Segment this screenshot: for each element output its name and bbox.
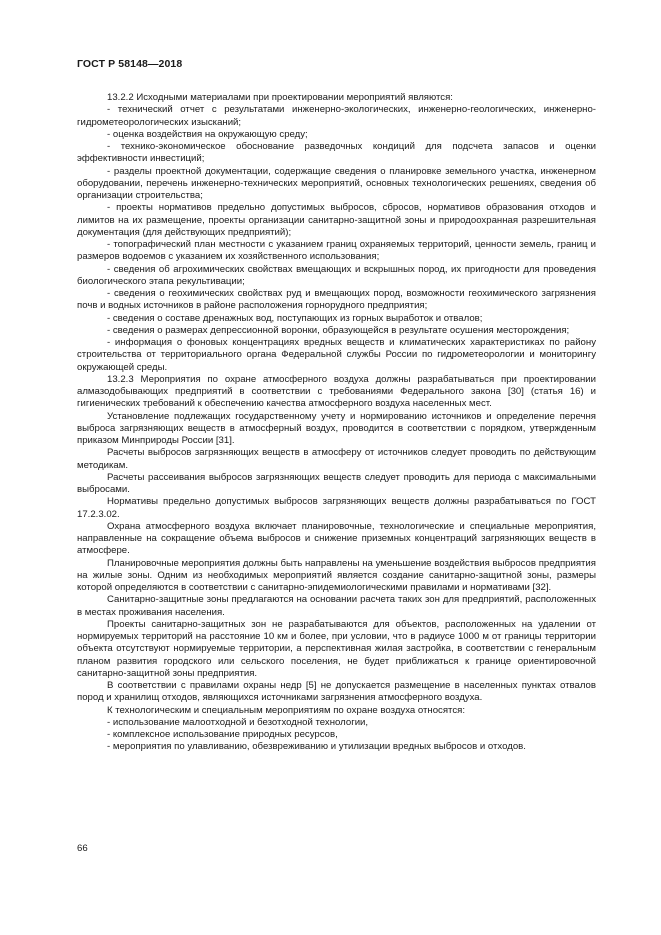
list-item: - технико-экономическое обоснование разведочных кондиций для подсчета запасов и оценки эффективности инвестиций; [77,141,596,165]
paragraph: К технологическим и специальным мероприятиям по охране воздуха относятся: [107,704,465,716]
list-item: - топографический план местности с указанием границ охраняемых территорий, ценности земель, границ и размеров водоемов с указанием их хозяйственного использования; [77,239,596,263]
paragraph: Нормативы предельно допустимых выбросов загрязняющих веществ должны разрабатываться по ГОСТ 17.2.3.02. [77,496,596,520]
paragraph: Планировочные мероприятия должны быть направлены на уменьшение воздействия выбросов предприятия на жилые зоны. Одним из необходимых мероприятий является создание санитарно-защитной зоны, размеры которой определяются в соответствии с санитарно-эпидемиологическими правилами и нормативами [32]. [77,557,596,593]
paragraph: Расчеты выбросов загрязняющих веществ в атмосферу от источников следует проводить по действующим методикам. [77,447,596,471]
paragraph: 13.2.2 Исходными материалами при проектировании мероприятий являются: [107,92,453,103]
list-item: - мероприятия по улавливанию, обезвреживанию и утилизации вредных выбросов и отходов. [107,741,526,753]
paragraph: 13.2.3 Мероприятия по охране атмосферного воздуха должны разрабатываться при проектировании алмазодобывающих предприятий в соответствии с требованиями Федерального закона [30] (статья 16) и гигиенических требований к обеспечению качества атмосферного воздуха населенных мест. [77,373,596,410]
list-item: - комплексное использование природных ресурсов, [107,729,338,740]
page-number: 66 [77,843,88,854]
list-item: - сведения об агрохимических свойствах вмещающих и вскрышных пород, их пригодности для проведения биологического этапа рекультивации; [77,263,596,287]
list-item: - использование малоотходной и безотходной технологии, [107,716,369,728]
paragraph: Санитарно-защитные зоны предлагаются на основании расчета таких зон для предприятий, расположенных в местах проживания населения. [77,594,596,618]
list-item: - сведения о составе дренажных вод, поступающих из горных выработок и отвалов; [107,312,483,324]
list-item: - оценка воздействия на окружающую среду; [107,128,308,140]
paragraph: Установление подлежащих государственному учету и нормированию источников и определение перечня выброса загрязняющих веществ в атмосферный воздух, проводится в соответствии с порядком, утвержденным приказом Минприроды России [31]. [77,410,596,446]
list-item: - информация о фоновых концентрациях вредных веществ и климатических характеристиках по району строительства от территориального органа Федеральной службы России по гидрометеорологии и мониторингу окружающей среды. [77,337,596,373]
list-item: - проекты нормативов предельно допустимых выбросов, сбросов, нормативов образования отходов и лимитов на их размещение, проекты организации санитарно-защитной зоны и природоохранная разрешительная документация (для действующих предприятий); [77,202,596,238]
list-item: - технический отчет с результатами инженерно-экологических, инженерно-геологических, инженерно- гидрометеорологических изысканий; [77,104,596,128]
paragraph: Расчеты рассеивания выбросов загрязняющих веществ следует проводить для периода с максимальными выбросами. [77,471,596,495]
paragraph: Проекты санитарно-защитных зон не разрабатываются для объектов, расположенных на удалении от нормируемых территорий на расстояние 10 км и более, при условии, что в радиусе 1000 м от границы территории объекта отсутствуют нормируемые территории, а перспективная жилая застройка, в соответствии с генеральным планом развития городского или сельского поселения, не будет приближаться к границе ориентировочной санитарно-защитной зоны предприятия. [77,618,596,679]
document-body [77,92,596,754]
list-item: - сведения о геохимических свойствах руд и вмещающих пород, возможности геохимического загрязнения почв и водных источников в районе расположения горнорудного предприятия; [77,288,596,312]
list-item: - сведения о размерах депрессионной воронки, образующейся в результате осушения месторождения; [107,324,570,336]
list-item: - разделы проектной документации, содержащие сведения о планировке земельного участка, инженерном оборудовании, перечень инженерно-технических мероприятий, основных технологических решениях, сведения об организации строительства; [77,165,596,201]
document-header: ГОСТ Р 58148—2018 [77,58,183,70]
paragraph: В соответствии с правилами охраны недр [5] не допускается размещение в населенных пунктах отвалов пород и хранилищ отходов, являющихся источниками загрязнения атмосферного воздуха. [77,680,596,704]
paragraph: Охрана атмосферного воздуха включает планировочные, технологические и специальные мероприятия, направленные на сокращение объема выбросов и снижение приземных концентраций загрязняющих веществ в атмосфере. [77,520,596,557]
